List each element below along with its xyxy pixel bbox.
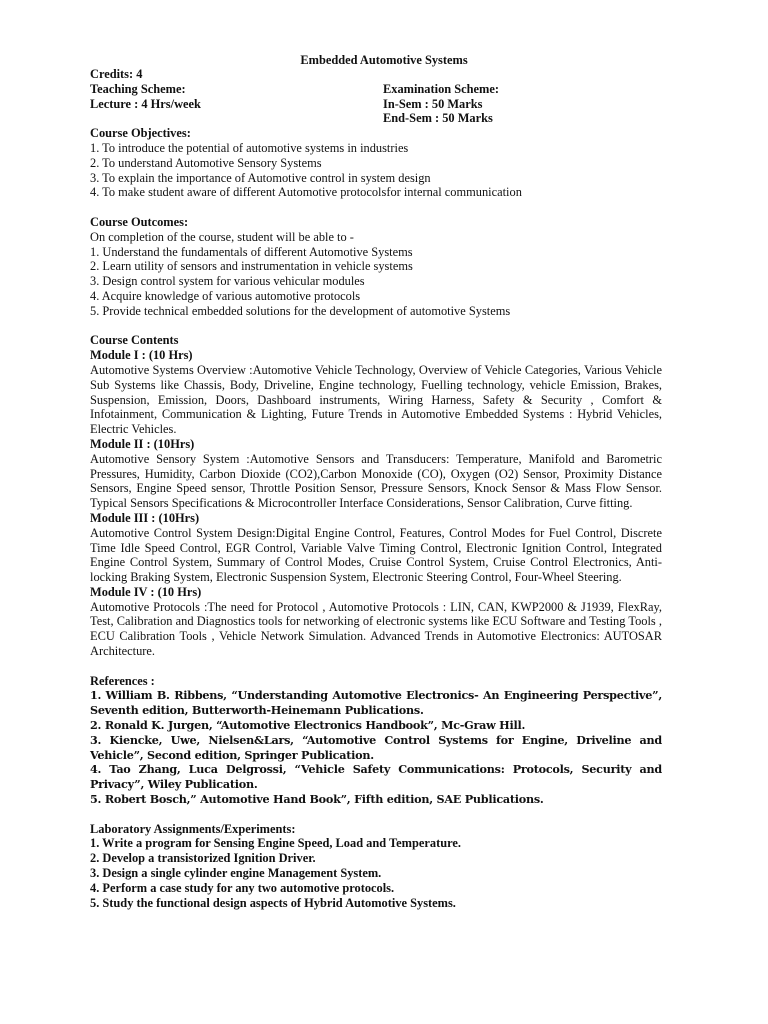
lab-item: 3. Design a single cylinder engine Management System. (90, 866, 382, 881)
lab-item: 2. Develop a transistorized Ignition Driver. (90, 851, 316, 866)
lab-item: 1. Write a program for Sensing Engine Speed, Load and Temperature. (90, 836, 461, 851)
outcome-item: 3. Design control system for various vehicular modules (90, 274, 365, 289)
lab-item: 5. Study the functional design aspects of Hybrid Automotive Systems. (90, 895, 456, 910)
lab-item: 4. Perform a case study for any two automotive protocols. (90, 880, 395, 895)
credits: Credits: 4 (90, 67, 143, 81)
objective-item: 1. To introduce the potential of automotive systems in industries (90, 140, 409, 155)
reference-item: 2. Ronald K. Jurgen, “Automotive Electronics Handbook”, Mc-Graw Hill. (90, 718, 526, 733)
document-body (90, 67, 662, 910)
module-title: Module I : (10 Hrs) (90, 348, 193, 363)
outcome-item: 2. Learn utility of sensors and instrumentation in vehicle systems (90, 259, 413, 274)
outcomes-intro: On completion of the course, student will be able to - (90, 229, 354, 244)
contents-heading: Course Contents (90, 333, 179, 348)
end-sem-marks: End-Sem : 50 Marks (383, 111, 493, 126)
module-body: Automotive Systems Overview :Automotive Vehicle Technology, Overview of Vehicle Categories, Various Vehicle Sub Systems like Chassis, Body, Driveline, Engine technology, Fuelling technology, vehicle Emission, Brakes, Suspension, Emission, Doors, Dashboard instruments, Wiring Harness, Safety & Security , Comfort & Infotainment, Communication & Lighting, Future Trends in Automotive Embedded Systems : Hybrid Vehicles, Electric Vehicles. (90, 362, 662, 437)
module-title: Module II : (10Hrs) (90, 436, 195, 451)
outcome-item: 1. Understand the fundamentals of different Automotive Systems (90, 244, 413, 259)
lab-heading: Laboratory Assignments/Experiments: (90, 821, 296, 836)
scheme-row-2 (90, 97, 662, 112)
objective-item: 3. To explain the importance of Automotive control in system design (90, 170, 431, 185)
reference-item: 5. Robert Bosch,” Automotive Hand Book”, Fifth edition, SAE Publications. (90, 792, 544, 807)
module-body: Automotive Protocols :The need for Protocol , Automotive Protocols : LIN, CAN, KWP2000 & J1939, FlexRay, Test, Calibration and Diagnostics tools for networking of electronic systems like ECU Software and Testing Tools , ECU Calibration Tools , Vehicle Network Simulation. Advanced Trends in Automotive Electronics: AUTOSAR Architecture. (90, 599, 662, 659)
document-title: Embedded Automotive Systems (300, 53, 468, 67)
examination-scheme: Examination Scheme: (383, 81, 499, 96)
outcome-item: 5. Provide technical embedded solutions for the development of automotive Systems (90, 303, 511, 318)
reference-item: 4. Tao Zhang, Luca Delgrossi, “Vehicle Safety Communications: Protocols, Security and Privacy”, Wiley Publication. (90, 762, 662, 792)
module-title: Module IV : (10 Hrs) (90, 584, 202, 599)
objective-item: 4. To make student aware of different Automotive protocolsfor internal communication (90, 185, 522, 200)
reference-item: 3. Kiencke, Uwe, Nielsen&Lars, “Automotive Control Systems for Engine, Driveline and Vehicle”, Second edition, Springer Publication. (90, 732, 662, 762)
teaching-scheme: Teaching Scheme: (90, 81, 186, 96)
references-heading: References : (90, 673, 155, 688)
module-body: Automotive Control System Design:Digital Engine Control, Features, Control Modes for Fuel Control, Discrete Time Idle Speed Control, EGR Control, Variable Valve Timing Control, Electronic Ignition Control, Integrated Engine Control System, Summary of Control Modes, Cruise Control System, Cruise Control Electronics, Anti-locking Braking System, Electronic Suspension System, Electronic Steering Control, Four-Wheel Steering. (90, 525, 662, 585)
scheme-row-1 (90, 82, 662, 97)
module-title: Module III : (10Hrs) (90, 510, 200, 525)
scheme-row-3 (90, 111, 662, 126)
lecture-hours: Lecture : 4 Hrs/week (90, 96, 201, 111)
outcome-item: 4. Acquire knowledge of various automotive protocols (90, 288, 361, 303)
module-body: Automotive Sensory System :Automotive Sensors and Transducers: Temperature, Manifold and Barometric Pressures, Humidity, Carbon Dioxide (CO2),Carbon Monoxide (CO), Oxygen (O2) Sensor, Proximity Distance Sensors, Engine Speed sensor, Throttle Position Sensor, Pressure Sensors, Knock Sensor & Mass Flow Sensor. Typical Sensors Specifications & Microcontroller Interface Considerations, Sensor Calibration, Curve fitting. (90, 451, 662, 511)
in-sem-marks: In-Sem : 50 Marks (383, 96, 483, 111)
objective-item: 2. To understand Automotive Sensory Systems (90, 155, 322, 170)
objectives-heading: Course Objectives: (90, 126, 191, 141)
reference-item: 1. William B. Ribbens, “Understanding Automotive Electronics- An Engineering Perspective”, Seventh edition, Butterworth-Heinemann Publications. (90, 688, 662, 718)
outcomes-heading: Course Outcomes: (90, 214, 189, 229)
